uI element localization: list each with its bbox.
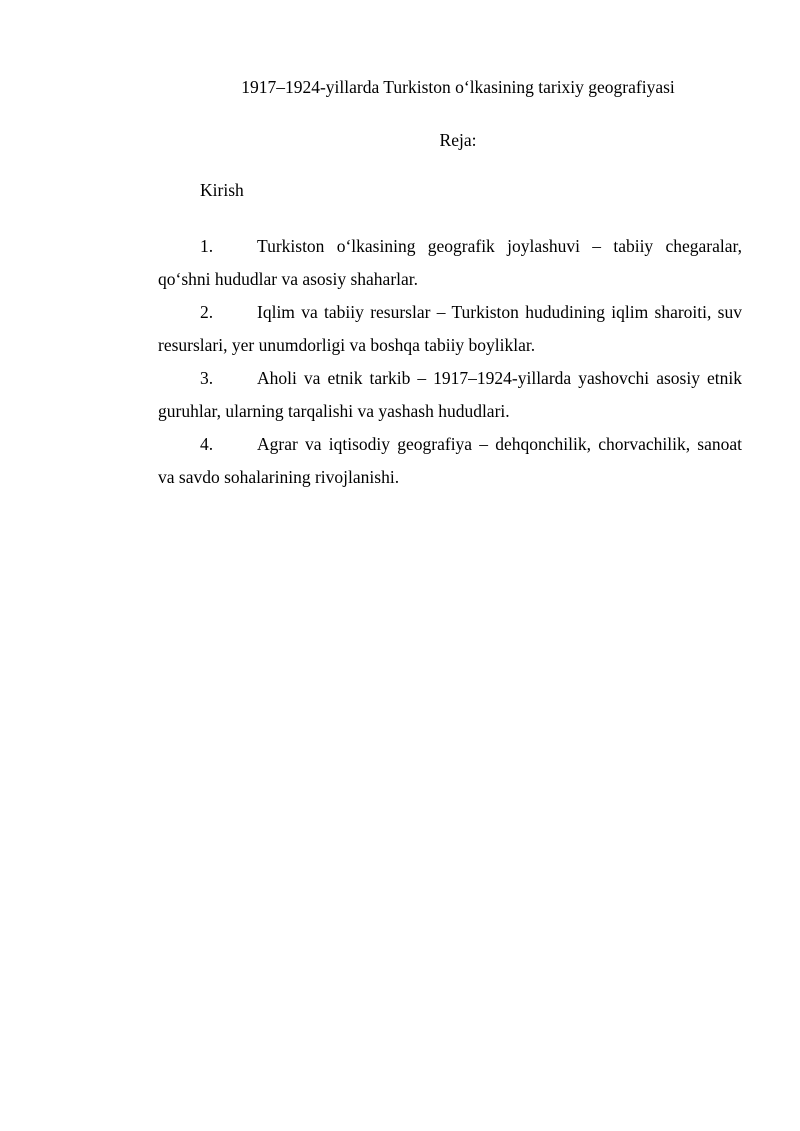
plan-list [158, 230, 742, 494]
document-title: 1917–1924-yillarda Turkiston o‘lkasining tarixiy geografiyasi [241, 77, 675, 97]
intro-label: Kirish [200, 180, 244, 200]
plan-item-number: 3. [200, 368, 214, 388]
plan-item-number: 2. [200, 302, 214, 322]
plan-item-text: Aholi va etnik tarkib – 1917–1924-yillarda yashovchi asosiy etnik guruhlar, ularning tarqalishi va yashash hududlari. [158, 368, 742, 421]
plan-item-text: Turkiston o‘lkasining geografik joylashuvi – tabiiy chegaralar, qo‘shni hududlar va asosiy shaharlar. [158, 236, 742, 289]
plan-item-number: 4. [200, 434, 214, 454]
plan-item-text: Iqlim va tabiiy resurslar – Turkiston hududining iqlim sharoiti, suv resurslari, yer unumdorligi va boshqa tabiiy boyliklar. [158, 302, 742, 355]
plan-item-2 [158, 296, 742, 362]
plan-item-number: 1. [200, 236, 214, 256]
plan-item-1 [158, 230, 742, 296]
plan-item-4 [158, 428, 742, 494]
plan-item-3 [158, 362, 742, 428]
plan-heading: Reja: [439, 130, 477, 150]
plan-item-text: Agrar va iqtisodiy geografiya – dehqonchilik, chorvachilik, sanoat va savdo sohalarining rivojlanishi. [158, 434, 742, 487]
